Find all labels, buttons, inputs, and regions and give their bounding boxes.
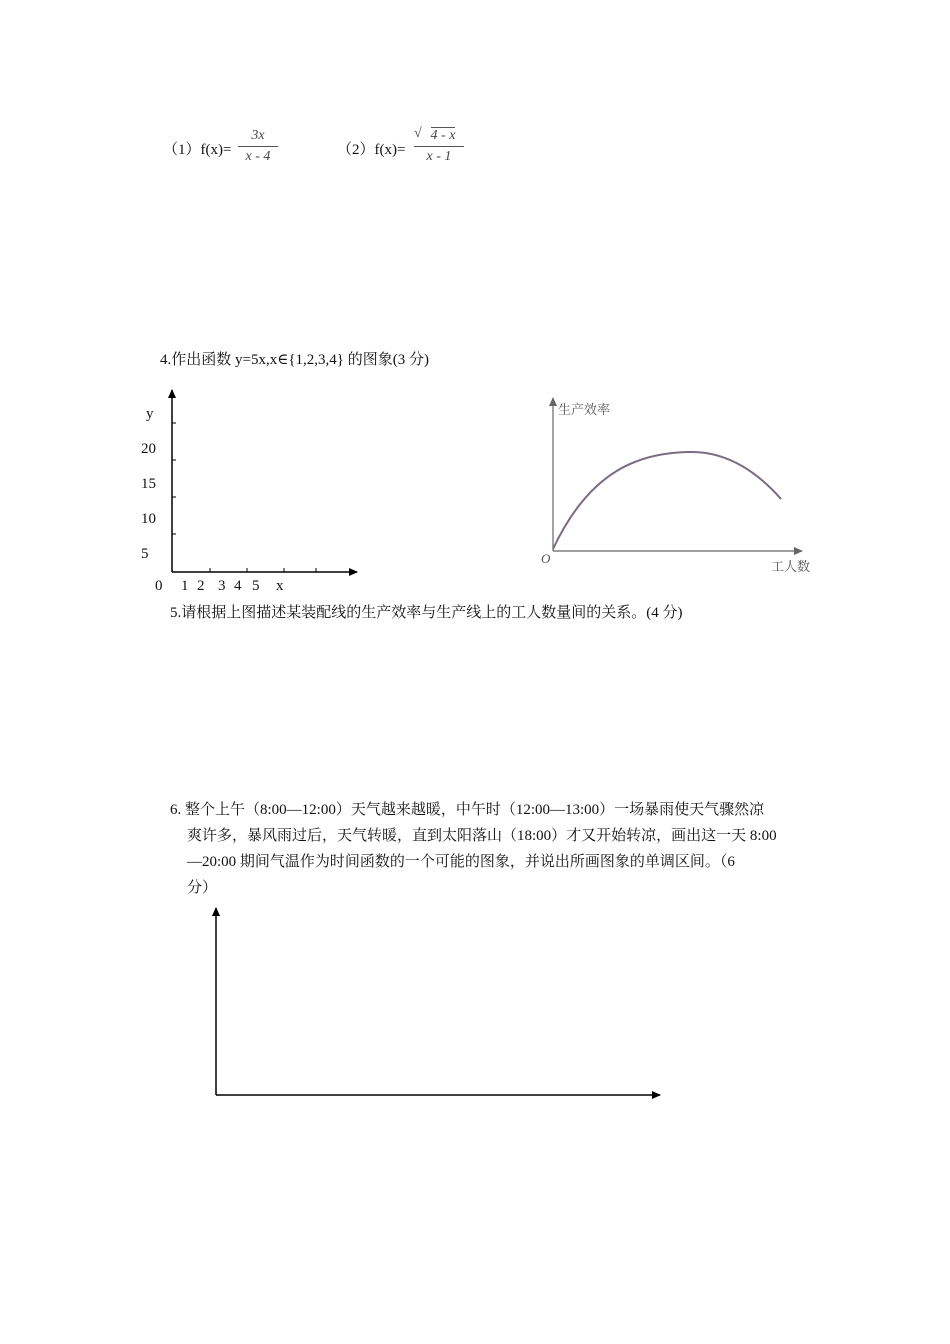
fig-x-label: 工人数 (771, 559, 811, 574)
problem6-line1: 6. 整个上午（8:00—12:00）天气越来越暖，中午时（12:00—13:00）一场暴雨使天气骤然凉 (170, 802, 765, 818)
item1-denominator: x - 4 (245, 149, 271, 164)
item2-denominator: x - 1 (426, 149, 452, 164)
problem4-text: 4.作出函数 y=5x,x∈{1,2,3,4} 的图象(3 分) (160, 352, 429, 368)
problem6-line4: 分） (187, 880, 218, 896)
p4-y-label: y (146, 406, 154, 422)
problem6-line3: —20:00 期间气温作为时间函数的一个可能的图象，并说出所画图象的单调区间。（6 (187, 854, 735, 870)
item2-prefix: （2）f(x)= (337, 142, 406, 158)
p4-y-tick-label: 5 (141, 546, 149, 562)
fig-origin-label: O (541, 551, 551, 566)
item1-prefix: （1）f(x)= (163, 142, 232, 158)
p4-x-tick-label: 5 (252, 578, 260, 594)
item1-numerator: 3x (251, 128, 265, 143)
problem6-line2: 爽许多，暴风雨过后，天气转暖，直到太阳落山（18:00）才又开始转凉，画出这一天 8:00 (187, 828, 777, 844)
p4-y-tick-label: 15 (141, 476, 156, 492)
p4-y-tick-label: 20 (141, 441, 156, 457)
sqrt-sign-icon: √ (414, 126, 422, 141)
item2-radicand: 4 - x (430, 128, 456, 143)
efficiency-curve (553, 452, 781, 549)
p4-x-tick-label: 2 (197, 578, 205, 594)
p4-y-tick-label: 10 (141, 511, 156, 527)
p4-x-tick-label: 3 (218, 578, 226, 594)
problem5-text: 5.请根据上图描述某装配线的生产效率与生产线上的工人数量间的关系。(4 分) (170, 605, 683, 621)
p4-x-tick-label: 1 (181, 578, 189, 594)
p4-x-label: x (276, 578, 284, 594)
p4-x-tick-label: 4 (234, 578, 242, 594)
p4-x-tick-label: 0 (155, 578, 163, 594)
fig-y-label: 生产效率 (558, 402, 611, 417)
